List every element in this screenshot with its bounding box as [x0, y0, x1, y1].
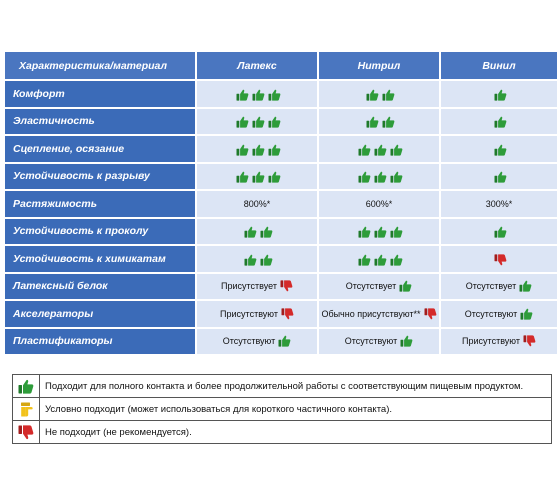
legend-table	[12, 374, 552, 444]
thumbs-up-icon	[390, 254, 403, 266]
thumbs-down-icon	[424, 308, 437, 320]
table-cell	[441, 246, 557, 272]
cell-content	[491, 226, 507, 238]
thumbs-up-icon	[278, 335, 291, 347]
cell-content	[486, 199, 513, 209]
row-label: Устойчивость к химикатам	[5, 246, 195, 272]
legend-icon-cell	[13, 375, 40, 398]
header-nitrile: Нитрил	[319, 52, 439, 79]
table-cell	[197, 246, 317, 272]
cell-content	[363, 116, 395, 128]
cell-content	[466, 280, 532, 292]
thumbs-up-icon	[494, 116, 507, 128]
table-cell	[197, 274, 317, 300]
cell-text: 600%*	[365, 198, 393, 209]
thumbs-up-icon	[374, 254, 387, 266]
thumbs-up-icon	[252, 171, 265, 183]
thumbs-up-icon	[252, 144, 265, 156]
header-vinyl: Винил	[441, 52, 557, 79]
table-row	[5, 164, 557, 190]
cell-content	[491, 116, 507, 128]
row-label: Латексный белок	[5, 274, 195, 300]
thumbs-up-icon	[519, 280, 532, 292]
cell-content	[491, 171, 507, 183]
cell-content	[366, 199, 393, 209]
cell-content	[233, 171, 281, 183]
cell-content	[491, 254, 507, 266]
table-row	[5, 81, 557, 107]
thumbs-up-icon	[494, 144, 507, 156]
table-cell	[197, 81, 317, 107]
legend-row	[13, 398, 552, 421]
cell-content	[355, 171, 403, 183]
cell-content	[345, 335, 413, 347]
cell-text: Присутствуют	[220, 308, 278, 319]
table-cell	[441, 329, 557, 355]
thumbs-up-icon	[366, 116, 379, 128]
thumbs-up-icon	[520, 308, 533, 320]
row-label: Комфорт	[5, 81, 195, 107]
table-cell	[197, 191, 317, 217]
cell-text: Присутствует	[221, 281, 277, 292]
thumbs-up-icon	[494, 171, 507, 183]
row-label: Акселераторы	[5, 301, 195, 327]
table-cell	[441, 191, 557, 217]
cell-content	[221, 280, 293, 292]
table-header-row	[5, 52, 557, 79]
thumbs-up-icon	[390, 226, 403, 238]
table-row	[5, 274, 557, 300]
cell-content	[223, 335, 291, 347]
thumbs-up-icon	[252, 116, 265, 128]
legend-row	[13, 375, 552, 398]
cell-content	[321, 308, 436, 320]
cell-content	[220, 308, 294, 320]
thumbs-up-icon	[244, 226, 257, 238]
table-cell	[319, 81, 439, 107]
cell-content	[355, 254, 403, 266]
thumbs-up-icon	[268, 171, 281, 183]
table-cell	[197, 136, 317, 162]
cell-text: 300%*	[485, 198, 513, 209]
thumbs-up-icon	[236, 171, 249, 183]
cell-content	[355, 144, 403, 156]
thumbs-up-icon	[260, 254, 273, 266]
cell-content	[244, 199, 271, 209]
thumbs-up-icon	[374, 226, 387, 238]
table-cell	[441, 81, 557, 107]
thumbs-up-icon	[236, 89, 249, 101]
thumbs-up-icon	[268, 89, 281, 101]
legend-text: Подходит для полного контакта и более продолжительной работы с соответствующим пищевым продуктом.	[40, 375, 552, 398]
table-cell	[319, 136, 439, 162]
cell-text: 800%*	[243, 198, 271, 209]
table-cell	[441, 109, 557, 135]
cell-content	[241, 226, 273, 238]
cell-text: Отсутствуют	[344, 336, 398, 347]
cell-content	[491, 144, 507, 156]
thumbs-up-icon	[374, 171, 387, 183]
table-row	[5, 191, 557, 217]
table-row	[5, 246, 557, 272]
table-row	[5, 136, 557, 162]
thumbs-up-icon	[390, 171, 403, 183]
thumbs-down-icon	[281, 308, 294, 320]
cell-text: Отсутствуют	[222, 336, 276, 347]
comparison-table	[3, 50, 559, 356]
cell-content	[233, 144, 281, 156]
cell-content	[491, 89, 507, 101]
thumbs-down-icon	[280, 280, 293, 292]
row-label: Устойчивость к проколу	[5, 219, 195, 245]
thumbs-up-icon	[494, 226, 507, 238]
thumbs-up-icon	[244, 254, 257, 266]
thumbs-up-icon	[399, 280, 412, 292]
table-cell	[197, 301, 317, 327]
thumbs-up-icon	[374, 144, 387, 156]
cell-content	[241, 254, 273, 266]
legend-text: Не подходит (не рекомендуется).	[40, 421, 552, 444]
table-row	[5, 301, 557, 327]
cell-content	[363, 89, 395, 101]
table-row	[5, 109, 557, 135]
header-latex: Латекс	[197, 52, 317, 79]
table-row	[5, 219, 557, 245]
row-label: Эластичность	[5, 109, 195, 135]
thumbs-up-icon	[252, 89, 265, 101]
thumbs-up-icon	[358, 171, 371, 183]
thumbs-up-icon	[358, 144, 371, 156]
cell-content	[233, 89, 281, 101]
cell-text: Отсутствуют	[464, 308, 518, 319]
thumbs-up-icon	[390, 144, 403, 156]
table-cell	[197, 219, 317, 245]
table-cell	[319, 109, 439, 135]
cell-text: Отсутствует	[465, 281, 517, 292]
thumbs-up-icon	[358, 226, 371, 238]
thumbs-up-icon	[358, 254, 371, 266]
thumbs-up-icon	[494, 89, 507, 101]
thumbs-up-icon	[18, 379, 34, 394]
cell-text: Обычно присутствуют**	[321, 308, 421, 319]
thumbs-up-icon	[382, 116, 395, 128]
table-cell	[319, 329, 439, 355]
legend-row	[13, 421, 552, 444]
thumbs-down-icon	[523, 335, 536, 347]
table-row	[5, 329, 557, 355]
table-cell	[441, 136, 557, 162]
legend-icon-cell	[13, 398, 40, 421]
thumbs-up-icon	[268, 144, 281, 156]
thumbs-down-icon	[18, 425, 34, 440]
cell-content	[233, 116, 281, 128]
cell-text: Отсутствует	[345, 281, 397, 292]
table-cell	[319, 301, 439, 327]
thumbs-up-icon	[382, 89, 395, 101]
cell-text: Присутствуют	[462, 336, 520, 347]
legend-text: Условно подходит (может использоваться для короткого частичного контакта).	[40, 398, 552, 421]
thumbs-up-icon	[236, 144, 249, 156]
thumbs-up-icon	[366, 89, 379, 101]
table-cell	[197, 164, 317, 190]
legend-icon-cell	[13, 421, 40, 444]
table-cell	[441, 274, 557, 300]
table-cell	[197, 109, 317, 135]
thumb-side-icon	[18, 402, 34, 417]
row-label: Пластификаторы	[5, 329, 195, 355]
cell-content	[465, 308, 533, 320]
table-cell	[441, 219, 557, 245]
thumbs-up-icon	[236, 116, 249, 128]
cell-content	[462, 335, 536, 347]
table-cell	[319, 274, 439, 300]
cell-content	[355, 226, 403, 238]
row-label: Устойчивость к разрыву	[5, 164, 195, 190]
table-cell	[441, 164, 557, 190]
header-characteristic: Характеристика/материал	[5, 52, 195, 79]
thumbs-up-icon	[268, 116, 281, 128]
table-cell	[441, 301, 557, 327]
row-label: Сцепление, осязание	[5, 136, 195, 162]
table-cell	[319, 246, 439, 272]
row-label: Растяжимость	[5, 191, 195, 217]
table-cell	[197, 329, 317, 355]
cell-content	[346, 280, 412, 292]
table-cell	[319, 164, 439, 190]
table-cell	[319, 191, 439, 217]
table-cell	[319, 219, 439, 245]
thumbs-up-icon	[260, 226, 273, 238]
thumbs-down-icon	[494, 254, 507, 266]
thumbs-up-icon	[400, 335, 413, 347]
